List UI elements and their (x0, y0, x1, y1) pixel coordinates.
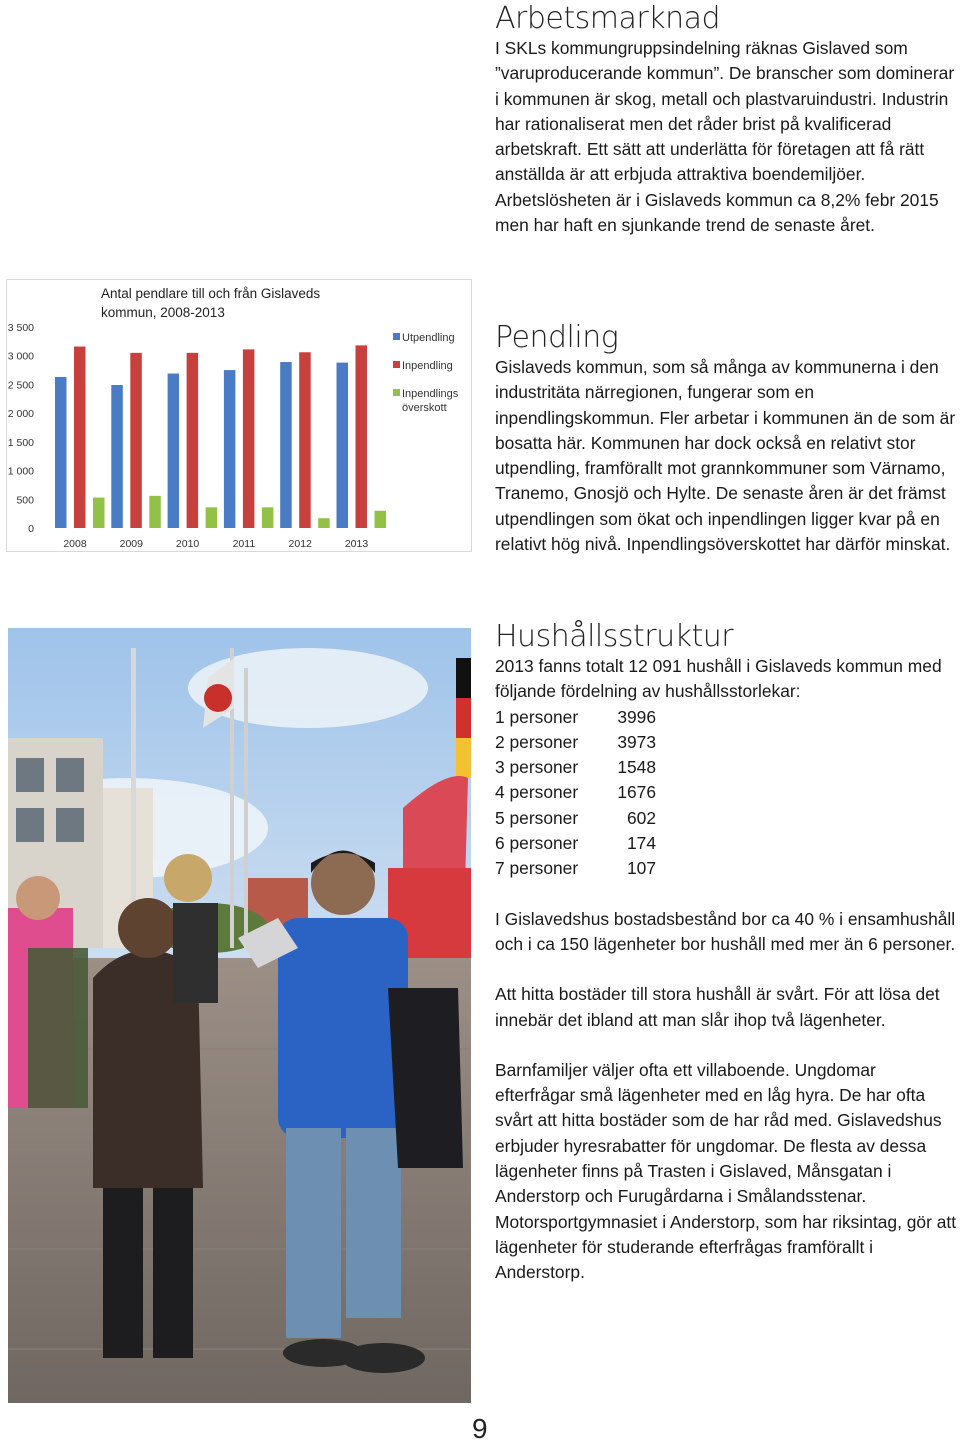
arbetsmarknad-paragraph-1: I SKLs kommungruppsindelning räknas Gislaved som ”varuproducerande kommun”. De branscher som dominerar i kommunen är skog, metall och plastvaruindustri. Industrin har rationaliserat men det råder brist på kvalificerad arbetskraft. Ett sätt att underlätta för företagen att få rätt anställda är att erbjuda attraktiva boendemiljöer. (495, 38, 955, 185)
crowd-photo-illustration (8, 628, 471, 1403)
household-row (495, 705, 960, 730)
household-label: 3 personer (495, 757, 579, 778)
y-tick-label: 3 500 (7, 322, 34, 334)
legend-label: överskott (402, 402, 447, 414)
y-tick-label: 3 000 (7, 350, 34, 363)
household-value: 174 (626, 833, 656, 854)
legend-label: Inpendlings (402, 388, 459, 400)
household-value: 1676 (617, 782, 656, 803)
household-value: 3973 (617, 731, 656, 752)
household-label: 5 personer (495, 807, 579, 828)
x-tick-label: 2008 (63, 538, 87, 550)
bar-inpendling-2013 (356, 345, 368, 528)
legend-label: Utpendling (402, 332, 455, 344)
bar-inpendlings-överskott-2012 (318, 518, 330, 528)
bar-utpendling-2012 (280, 362, 292, 528)
y-axis-labels (8, 322, 34, 535)
household-size-list (495, 705, 960, 882)
legend-swatch (393, 361, 400, 368)
household-value: 107 (626, 858, 656, 879)
y-tick-label: 0 (28, 523, 34, 535)
household-row (495, 780, 960, 805)
bar-inpendlings-överskott-2008 (93, 498, 105, 528)
hushall-paragraph-3: Barnfamiljer väljer ofta ett villaboende. Ungdomar efterfrågar små lägenheter med en låg hyra. De har ofta svårt att hitta bostäder som de har råd med. Gislavedshus erbjuder hyresrabatter för ungdomar. De flesta av dessa lägenheter finns på Trasten i Gislaved, Månsgatan i Anderstorp och Furugårdarna i Smålandsstenar. Motorsportgymnasiet i Anderstorp, som har riksintag, gör att lägenheter för studerande efterfrågas framförallt i Anderstorp. (495, 1059, 957, 1283)
hushall-paragraph-2: Att hitta bostäder till stora hushåll är svårt. För att lösa det innebär det ibland att man slår ihop två lägenheter. (495, 984, 940, 1030)
bar-inpendlings-överskott-2010 (206, 507, 218, 528)
x-tick-label: 2013 (344, 538, 369, 550)
arbetsmarknad-paragraph-2: Arbetslösheten är i Gislaveds kommun ca 8,2% febr 2015 men har haft en sjunkande trend de senaste året. (495, 189, 939, 236)
event-photo (8, 628, 471, 1403)
hushall-intro: 2013 fanns totalt 12 091 hushåll i Gislaveds kommun med följande fördelning av hushållsstorlekar: (495, 656, 942, 702)
heading-pendling: Pendling (495, 320, 619, 355)
bar-inpendlings-överskott-2009 (149, 496, 161, 528)
x-tick-label: 2012 (288, 538, 312, 550)
section-arbetsmarknad (495, 2, 960, 238)
chart-bars (55, 345, 386, 528)
household-label: 1 personer (495, 706, 579, 727)
chart-canvas (7, 280, 471, 551)
household-row (495, 806, 960, 831)
x-axis-labels (63, 538, 368, 550)
x-tick-label: 2009 (119, 538, 143, 550)
bar-utpendling-2011 (224, 370, 236, 528)
chart-title-line2: kommun, 2008-2013 (101, 305, 225, 320)
household-value: 3996 (617, 706, 656, 727)
pendling-chart (6, 279, 472, 552)
bar-inpendling-2010 (187, 353, 199, 528)
y-tick-label: 2 000 (7, 408, 34, 421)
legend-swatch (393, 333, 400, 340)
bar-inpendlings-överskott-2013 (375, 511, 387, 528)
hushall-paragraph-1: I Gislavedshus bostadsbestånd bor ca 40 % i ensamhushåll och i ca 150 lägenheter bor hushåll med mer än 6 personer. (495, 908, 956, 954)
bar-inpendling-2011 (243, 349, 255, 528)
household-label: 2 personer (495, 731, 579, 752)
household-label: 6 personer (495, 833, 579, 854)
chart-legend (393, 332, 459, 414)
y-tick-label: 1 000 (7, 465, 34, 478)
y-tick-label: 1 500 (7, 436, 34, 449)
section-hushallsstruktur (495, 620, 960, 1286)
pendling-paragraph: Gislaveds kommun, som så många av kommunerna i den industritäta närregionen, fungerar som en inpendlingskommun. Fler arbetar i kommunen än de som är bosatta här. Kommunen har dock också en relativt stor utpendling, framförallt mot grannkommuner som Värnamo, Tranemo, Gnosjö och Hylte. De senaste åren är det främst utpendlingen som ökat och inpendlingen ligger kvar på en relativt hög nivå. Inpendlingsöverskottet har därför minskat. (495, 357, 956, 555)
bar-utpendling-2010 (168, 374, 180, 528)
page-number: 9 (472, 1413, 488, 1444)
section-pendling (495, 321, 960, 557)
household-value: 1548 (617, 757, 656, 778)
x-tick-label: 2010 (175, 538, 200, 550)
bar-inpendlings-överskott-2011 (262, 507, 274, 528)
household-label: 7 personer (495, 858, 579, 879)
household-row (495, 755, 960, 780)
bar-utpendling-2009 (111, 385, 123, 528)
bar-inpendling-2009 (130, 353, 142, 528)
household-row (495, 856, 960, 881)
household-row (495, 831, 960, 856)
chart-title-line1: Antal pendlare till och från Gislaveds (101, 286, 321, 301)
bar-inpendling-2012 (299, 352, 311, 528)
household-value: 602 (626, 807, 656, 828)
x-tick-label: 2011 (232, 538, 256, 550)
legend-label: Inpendling (402, 360, 453, 372)
bar-inpendling-2008 (74, 347, 86, 528)
bar-utpendling-2013 (337, 363, 349, 528)
y-tick-label: 2 500 (7, 379, 34, 392)
y-tick-label: 500 (16, 494, 34, 507)
household-row (495, 730, 960, 755)
legend-swatch (393, 389, 400, 396)
heading-hushallsstruktur: Hushållsstruktur (495, 619, 734, 654)
heading-arbetsmarknad: Arbetsmarknad (495, 1, 721, 36)
bar-utpendling-2008 (55, 377, 67, 528)
household-label: 4 personer (495, 782, 579, 803)
